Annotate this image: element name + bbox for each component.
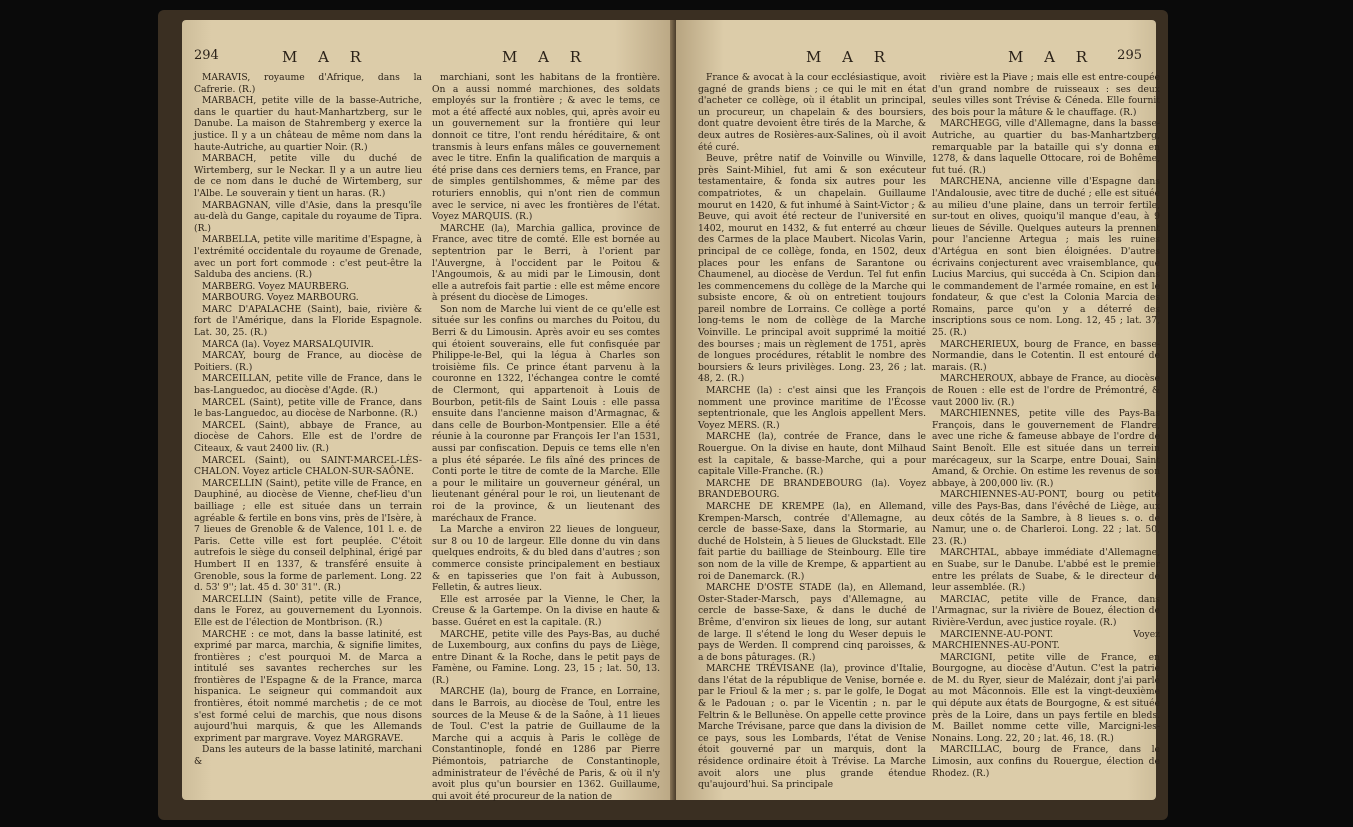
article-paragraph: MARBOURG. Voyez MARBOURG.	[202, 292, 359, 304]
article-paragraph: MARCHE DE BRANDEBOURG (la). Voyez BRANDEBOURG.	[698, 477, 926, 501]
article-paragraph: MARC D'APALACHE (Saint), baie, rivière & fort de l'Amérique, dans la Floride Espagnole. Lat. 30, 25. (R.)	[194, 303, 422, 339]
text-column-2	[432, 72, 660, 802]
running-head-right: M A R	[1008, 48, 1096, 66]
article-paragraph: MARCEL (Saint), abbaye de France, au diocèse de Cahors. Elle est de l'ordre de Citeaux, & vaut 2400 liv. (R.)	[194, 419, 422, 454]
article-paragraph: MARCIENNE-AU-PONT. Voyez MARCHIENNES-AU-PONT.	[932, 628, 1160, 652]
article-paragraph: MARCHE (la) : c'est ainsi que les François nomment une province maritime de l'Écosse septentrionale, que les Anglois appellent Mers. Voyez MERS. (R.)	[698, 385, 926, 431]
article-paragraph: MARCILLAC, bourg de France, dans le Limosin, aux confins du Rouergue, élection de Rhodez. (R.)	[932, 744, 1160, 779]
article-paragraph: MARCHE (la), bourg de France, en Lorraine, dans le Barrois, au diocèse de Toul, entre les sources de la Meuse & de la Saône, à 11 lieues de Toul. C'est la patrie de Guillaume de la Marche qui a acquis à Paris le collège de Constantinople, fondé en 1286 par Pierre Piémontois, patriarche de Constantinople, administrateur de l'évêché de Paris, & où il n'y avoit plus qu'un boursier en 1362. Guillaume, qui avoit été procureur de la nation de	[432, 686, 660, 802]
article-paragraph: MARCIGNI, petite ville de France, en Bourgogne, au diocèse d'Autun. C'est la patrie de M. du Ryer, sieur de Malézair, dont j'ai parlé au mot Mâconnois. Elle est la vingt-deuxième qui députe aux états de Bourgogne, & est située près de la Loire, dans un pays fertile en bleds. M. Baillet nomme cette ville, Marcigni-les-Nonains. Long. 22, 20 ; lat. 46, 18. (R.)	[932, 651, 1160, 744]
page-number: 294	[194, 48, 219, 63]
article-paragraph: MARCHEGG, ville d'Allemagne, dans la basse-Autriche, au quartier du bas-Manhartzberg, remarquable par la bataille qui s'y donna en 1278, & dans laquelle Ottocare, roi de Bohême, fut tué. (R.)	[932, 118, 1160, 176]
article-paragraph: MARCHERIEUX, bourg de France, en basse-Normandie, dans le Cotentin. Il est entouré de marais. (R.)	[932, 338, 1160, 373]
article-paragraph: MARBACH, petite ville du duché de Wirtemberg, sur le Neckar. Il y a un autre lieu de ce nom dans le duché de Wirtemberg, sur l'Albe. Le souverain y tient un haras. (R.)	[194, 153, 422, 199]
article-paragraph: MARCELLIN (Saint), petite ville de France, dans le Forez, au gouvernement du Lyonnois. Elle est de l'élection de Montbrison. (R.)	[194, 593, 422, 628]
article-paragraph: MARCEL (Saint), ou SAINT-MARCEL-LÈS-CHALON. Voyez article CHALON-SUR-SAÔNE.	[194, 454, 422, 478]
article-paragraph: MARCHE TRÉVISANE (la), province d'Italie, dans l'état de la république de Venise, bornée e. par le Frioul & la mer ; s. par le golfe, le Dogat & le Padouan ; o. par le Vicentin ; n. par le Feltrin & le Bellunèse. On appelle cette province Marche Trévisane, parce que dans la division de ce pays, sous les Lombards, l'état de Venise étoit gouverné par un marquis, dont la résidence ordinaire étoit à Trévise. La Marche avoit alors une plus grande étendue qu'aujourd'hui. Sa principale	[698, 663, 926, 791]
article-paragraph: MARBACH, petite ville de la basse-Autriche, dans le quartier du haut-Manhartzberg, sur le Danube. La maison de Stahremberg y exerce la justice. Il y a un château de même nom dans la haute-Autriche, au quartier Noir. (R.)	[194, 95, 422, 153]
article-paragraph: MARCEL (Saint), petite ville de France, dans le bas-Languedoc, au diocèse de Narbonne. (R.)	[194, 396, 422, 420]
left-page	[182, 20, 674, 800]
article-paragraph: Son nom de Marche lui vient de ce qu'elle est située sur les confins ou marches du Poitou, du Berri & du Limousin. Après avoir eu ses comtes qui étoient souverains, elle fut confisquée par Philippe-le-Bel, qui la légua à Charles son troisième fils. Ce prince étant parvenu à la couronne en 1322, l'échangea contre le comté de Clermont, qui appartenoit à Louis de Bourbon, petit-fils de Saint Louis : elle passa ensuite dans l'ancienne maison d'Armagnac, & dans celle de Bourbon-Montpensier. Elle a été réunie à la couronne par François Ier l'an 1531, aussi par confiscation. Depuis ce tems elle n'en a plus été séparée. Le fils aîné des princes de Conti porte le titre de comte de la Marche. Elle a pour le militaire un gouverneur général, un lieutenant général pour le roi, un lieutenant de roi de la province, & un lieutenant des maréchaux de France.	[432, 303, 660, 524]
article-paragraph: MARCHEROUX, abbaye de France, au diocèse de Rouen : elle est de l'ordre de Prémontré, & vaut 2000 liv. (R.)	[932, 373, 1160, 408]
article-paragraph: MARCHE DE KREMPE (la), en Allemand, Krempen-Marsch, contrée d'Allemagne, au cercle de basse-Saxe, dans la Stormarie, au duché de Holstein, à 5 lieues de Gluckstadt. Elle fait partie du bailliage de Steinbourg. Elle tire son nom de la ville de Krempe, & appartient au roi de Danemarck. (R.)	[698, 500, 926, 582]
article-paragraph: Beuve, prêtre natif de Voinville ou Winville, près Saint-Mihiel, fut ami & son exécuteur testamentaire, & fonda six autres pour les compatriotes, & un chapelain. Guillaume mourut en 1420, & fut inhumé à Saint-Victor ; & Beuve, qui avoit été recteur de l'université en 1402, mourut en 1432, & fut enterré au chœur des Carmes de la place Maubert. Nicolas Varin, principal de ce collège, fonda, en 1502, deux places pour les enfans de Sarantone ou Chaumenel, au diocèse de Verdun. Tel fut enfin les commencemens du collège de la Marche qui subsiste encore, & où on entretient toujours pareil nombre de Lorrains. Ce collège a porté long-tems le nom de collège de la Marche Voinville. Le principal avoit supprimé la moitié des bourses ; mais un règlement de 1751, après de longues procédures, rétablit le nombre des boursiers & leurs privilèges. Long. 23, 26 ; lat. 48, 2. (R.)	[698, 153, 926, 385]
article-paragraph: marchiani, sont les habitans de la frontière. On a aussi nommé marchiones, des soldats employés sur la frontière ; & avec le tems, ce mot a été affecté aux nobles, qui, après avoir eu un gouvernement sur la frontière qui leur donnoit ce titre, l'ont rendu héréditaire, & ont transmis à leurs enfans mâles ce gouvernement avec le titre. Enfin la qualification de marquis a été prise dans ces derniers tems, en France, par de simples gentilshommes, & même par des roturiers ennoblis, qui n'ont rien de commun avec le service, ni avec les frontières de l'état. Voyez MARQUIS. (R.)	[432, 72, 660, 223]
article-paragraph: Elle est arrosée par la Vienne, le Cher, la Creuse & la Gartempe. On la divise en haute & basse. Guéret en est la capitale. (R.)	[432, 593, 660, 628]
running-head-right: M A R	[502, 48, 590, 66]
text-column-2	[932, 72, 1160, 792]
running-head-left: M A R	[806, 48, 894, 66]
article-paragraph: MARCHENA, ancienne ville d'Espagne dans l'Andalousie, avec titre de duché ; elle est située au milieu d'une plaine, dans un terroir fertile, sur-tout en olives, quoiqu'il manque d'eau, à 9 lieues de Séville. Quelques auteurs la prennent pour l'ancienne Artegua ; mais les ruines d'Artégua en sont bien éloignées. D'autres écrivains conjecturent avec vraisemblance, que Lucius Marcius, qui succéda à Cn. Scipion dans le commandement de l'armée romaine, en est le fondateur, & que c'est la Colonia Marcia des Romains, parce qu'on y a déterré des inscriptions sous ce nom. Long. 12, 45 ; lat. 37, 25. (R.)	[932, 176, 1160, 339]
text-column-1	[194, 72, 422, 792]
article-paragraph: MARBELLA, petite ville maritime d'Espagne, à l'extrémité occidentale du royaume de Grenade, avec un port fort commode : c'est peut-être la Salduba des anciens. (R.)	[194, 234, 422, 281]
article-paragraph: Dans les auteurs de la basse latinité, marchani &	[194, 744, 422, 768]
article-paragraph: MARCHE : ce mot, dans la basse latinité, est exprimé par marca, marchia, & signifie limites, frontières ; c'est pourquoi M. de Marca a intitulé ses savantes recherches sur les frontières de l'Espagne & de la France, marca hispanica. Le seigneur qui commandoit aux frontières, étoit nommé marchetis ; de ce mot s'est formé celui de marchis, que nous disons aujourd'hui marquis, & que les Allemands expriment par margrave. Voyez MARGRAVE.	[194, 628, 422, 744]
article-paragraph: MARCHIENNES, petite ville des Pays-Bas François, dans le gouvernement de Flandre, avec une riche & fameuse abbaye de l'ordre de Saint Benoît. Elle est située dans un terrein marécageux, sur la Scarpe, entre Douai, Saint Amand, & Orchie. On estime les revenus de son abbaye, à 200,000 liv. (R.)	[932, 408, 1160, 489]
article-paragraph: MARBERG. Voyez MAURBERG.	[202, 280, 349, 292]
page-number: 295	[1117, 48, 1142, 63]
article-paragraph: MARCHE (la), contrée de France, dans le Rouergue. On la divise en haute, dont Milhaud est la capitale, & basse-Marche, qui a pour capitale Ville-Franche. (R.)	[698, 431, 926, 478]
article-paragraph: rivière est la Piave ; mais elle est entre-coupée d'un grand nombre de ruisseaux : ses deux seules villes sont Trévise & Céneda. Elle fournit des bois pour la mâture & le chauffage. (R.)	[932, 72, 1160, 118]
article-paragraph: MARCA (la). Voyez MARSALQUIVIR.	[202, 338, 374, 350]
article-paragraph: MARCHE (la), Marchia gallica, province de France, avec titre de comté. Elle est bornée au septentrion par le Berri, à l'orient par l'Auvergne, à l'occident par le Poitou & l'Angoumois, & au midi par le Limousin, dont elle a autrefois fait partie : elle est même encore à présent du diocèse de Limoges.	[432, 222, 660, 304]
right-page	[676, 20, 1160, 800]
running-head-left: M A R	[282, 48, 370, 66]
article-paragraph: MARCAY, bourg de France, au diocèse de Poitiers. (R.)	[194, 350, 422, 373]
article-paragraph: MARAVIS, royaume d'Afrique, dans la Cafrerie. (R.)	[194, 72, 422, 95]
article-paragraph: MARCEILLAN, petite ville de France, dans le bas-Languedoc, au diocèse d'Agde. (R.)	[194, 373, 422, 397]
text-column-1	[698, 72, 926, 792]
article-paragraph: MARCIAC, petite ville de France, dans l'Armagnac, sur la rivière de Bouez, élection de Rivière-Verdun, avec justice royale. (R.)	[932, 593, 1160, 628]
article-paragraph: MARBAGNAN, ville d'Asie, dans la presqu'île au-delà du Gange, capitale du royaume de Tipra. (R.)	[194, 199, 422, 234]
article-paragraph: MARCELLIN (Saint), petite ville de France, en Dauphiné, au diocèse de Vienne, chef-lieu d'un bailliage ; elle est située dans un terrain agréable & fertile en bons vins, près de l'Isère, à 7 lieues de Grenoble & de Valence, 101 l. e. de Paris. Cette ville est fort peuplée. C'étoit autrefois le siège du conseil delphinal, érigé par Humbert II en 1337, & transféré ensuite à Grenoble, sous la forme de parlement. Long. 22 d. 53' 9''; lat. 45 d. 30' 31''. (R.)	[194, 477, 422, 594]
article-paragraph: MARCHE, petite ville des Pays-Bas, au duché de Luxembourg, aux confins du pays de Liège, entre Dinant & la Roche, dans le petit pays de Famène, ou Famine. Long. 23, 15 ; lat. 50, 13. (R.)	[432, 628, 660, 686]
article-paragraph: MARCHTAL, abbaye immédiate d'Allemagne, en Suabe, sur le Danube. L'abbé est le premier entre les prélats de Suabe, & le directeur de leur assemblée. (R.)	[932, 547, 1160, 594]
article-paragraph: La Marche a environ 22 lieues de longueur, sur 8 ou 10 de largeur. Elle donne du vin dans quelques endroits, & du bled dans d'autres ; son commerce consiste principalement en bestiaux & en tapisseries que l'on fait à Aubusson, Felletin, & autres lieux.	[432, 524, 660, 594]
article-paragraph: France & avocat à la cour ecclésiastique, avoit gagné de grands biens ; ce qui le mit en état d'acheter ce collège, où il établit un principal, un procureur, un chapelain & des boursiers, dont quatre devoient être tirés de la Marche, & deux autres de Rosières-aux-Salines, où il avoit été curé.	[698, 72, 926, 153]
article-paragraph: MARCHE D'OSTE STADE (la), en Allemand, Oster-Stader-Marsch, pays d'Allemagne, au cercle de basse-Saxe, & dans le duché de Brême, d'environ six lieues de long, sur autant de large. Il s'étend le long du Weser depuis le pays de Werden. Il comprend cinq paroisses, & a de bons pâturages. (R.)	[698, 582, 926, 663]
article-paragraph: MARCHIENNES-AU-PONT, bourg ou petite ville des Pays-Bas, dans l'évêché de Liège, aux deux côtés de la Sambre, à 8 lieues s. o. de Namur, une o. de Charleroi. Long. 22 ; lat. 50, 23. (R.)	[932, 489, 1160, 547]
